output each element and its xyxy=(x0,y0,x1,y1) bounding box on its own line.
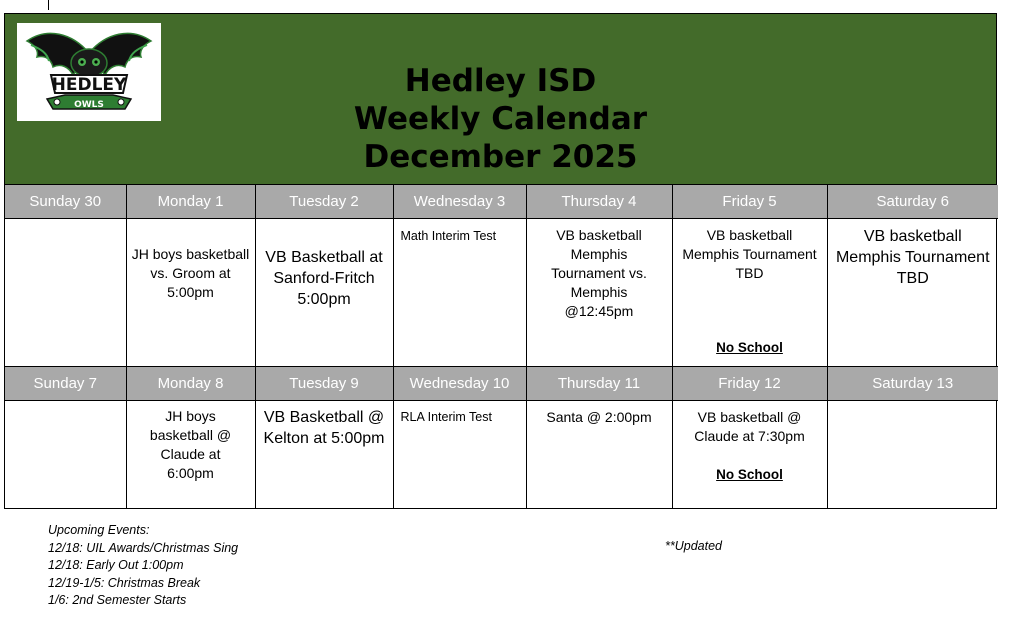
week2-day-headers xyxy=(5,367,998,401)
day-header: Monday 8 xyxy=(126,367,255,401)
event-text: VB Basketball at Sanford-Fritch 5:00pm xyxy=(265,249,383,308)
upcoming-event-item: 12/19-1/5: Christmas Break xyxy=(48,575,201,590)
day-cell-monday-1 xyxy=(126,219,255,367)
updated-note: **Updated xyxy=(665,539,722,553)
title-line-weekly-calendar: Weekly Calendar xyxy=(353,101,648,137)
event-text: VB basketball @ Claude at 7:30pm xyxy=(694,409,805,444)
day-header: Saturday 13 xyxy=(827,367,998,401)
day-header: Tuesday 9 xyxy=(255,367,393,401)
upcoming-events xyxy=(48,522,238,610)
event-text: VB Basketball @ Kelton at 5:00pm xyxy=(263,409,385,447)
day-header: Monday 1 xyxy=(126,185,255,219)
day-cell-sunday-30 xyxy=(5,219,126,367)
day-header: Wednesday 10 xyxy=(393,367,526,401)
no-school-note: No School xyxy=(716,467,783,482)
event-text: Math Interim Test xyxy=(400,229,497,243)
day-cell-wednesday-10 xyxy=(393,401,526,509)
day-header: Tuesday 2 xyxy=(255,185,393,219)
day-cell-saturday-6 xyxy=(827,219,998,367)
calendar-title xyxy=(5,62,996,176)
weekly-calendar xyxy=(4,13,997,509)
logo-hedley-text: HEDLEY xyxy=(51,75,127,95)
day-cell-tuesday-2 xyxy=(255,219,393,367)
event-text: VB basketball Memphis Tournament TBD xyxy=(835,228,990,287)
day-header: Friday 5 xyxy=(672,185,827,219)
text-cursor-mark xyxy=(48,0,49,10)
title-line-district: Hedley ISD xyxy=(404,63,597,99)
upcoming-event-item: 12/18: Early Out 1:00pm xyxy=(48,558,184,572)
day-cell-wednesday-3 xyxy=(393,219,526,367)
day-header: Friday 12 xyxy=(672,367,827,401)
upcoming-events-heading: Upcoming Events: xyxy=(48,523,150,537)
event-text: VB basketball Memphis Tournament TBD xyxy=(682,227,817,281)
day-cell-thursday-11 xyxy=(526,401,672,509)
day-cell-friday-5 xyxy=(672,219,827,367)
day-header: Thursday 11 xyxy=(526,367,672,401)
week2-events-row xyxy=(5,401,998,509)
event-text: VB basketball Memphis Tournament vs. Memphis @12:45pm xyxy=(551,227,647,319)
event-text: JH boys basketball @ Claude at 6:00pm xyxy=(149,408,232,481)
calendar-header xyxy=(5,14,996,185)
day-cell-saturday-13 xyxy=(827,401,998,509)
calendar-grid xyxy=(5,185,998,508)
upcoming-event-item: 1/6: 2nd Semester Starts xyxy=(48,593,187,607)
day-cell-tuesday-9 xyxy=(255,401,393,509)
day-header: Wednesday 3 xyxy=(393,185,526,219)
day-header: Sunday 7 xyxy=(5,367,126,401)
day-cell-thursday-4 xyxy=(526,219,672,367)
event-text: Santa @ 2:00pm xyxy=(546,409,652,425)
day-header: Saturday 6 xyxy=(827,185,998,219)
event-text: RLA Interim Test xyxy=(400,410,492,424)
day-cell-monday-8 xyxy=(126,401,255,509)
day-header: Sunday 30 xyxy=(5,185,126,219)
day-header: Thursday 4 xyxy=(526,185,672,219)
no-school-note: No School xyxy=(716,340,783,355)
week1-day-headers xyxy=(5,185,998,219)
day-cell-friday-12 xyxy=(672,401,827,509)
logo-owls-text: OWLS xyxy=(74,100,104,110)
upcoming-event-item: 12/18: UIL Awards/Christmas Sing xyxy=(48,540,239,555)
title-line-month: December 2025 xyxy=(363,139,638,175)
day-cell-sunday-7 xyxy=(5,401,126,509)
week1-events-row xyxy=(5,219,998,367)
event-text: JH boys basketball vs. Groom at 5:00pm xyxy=(131,246,250,300)
